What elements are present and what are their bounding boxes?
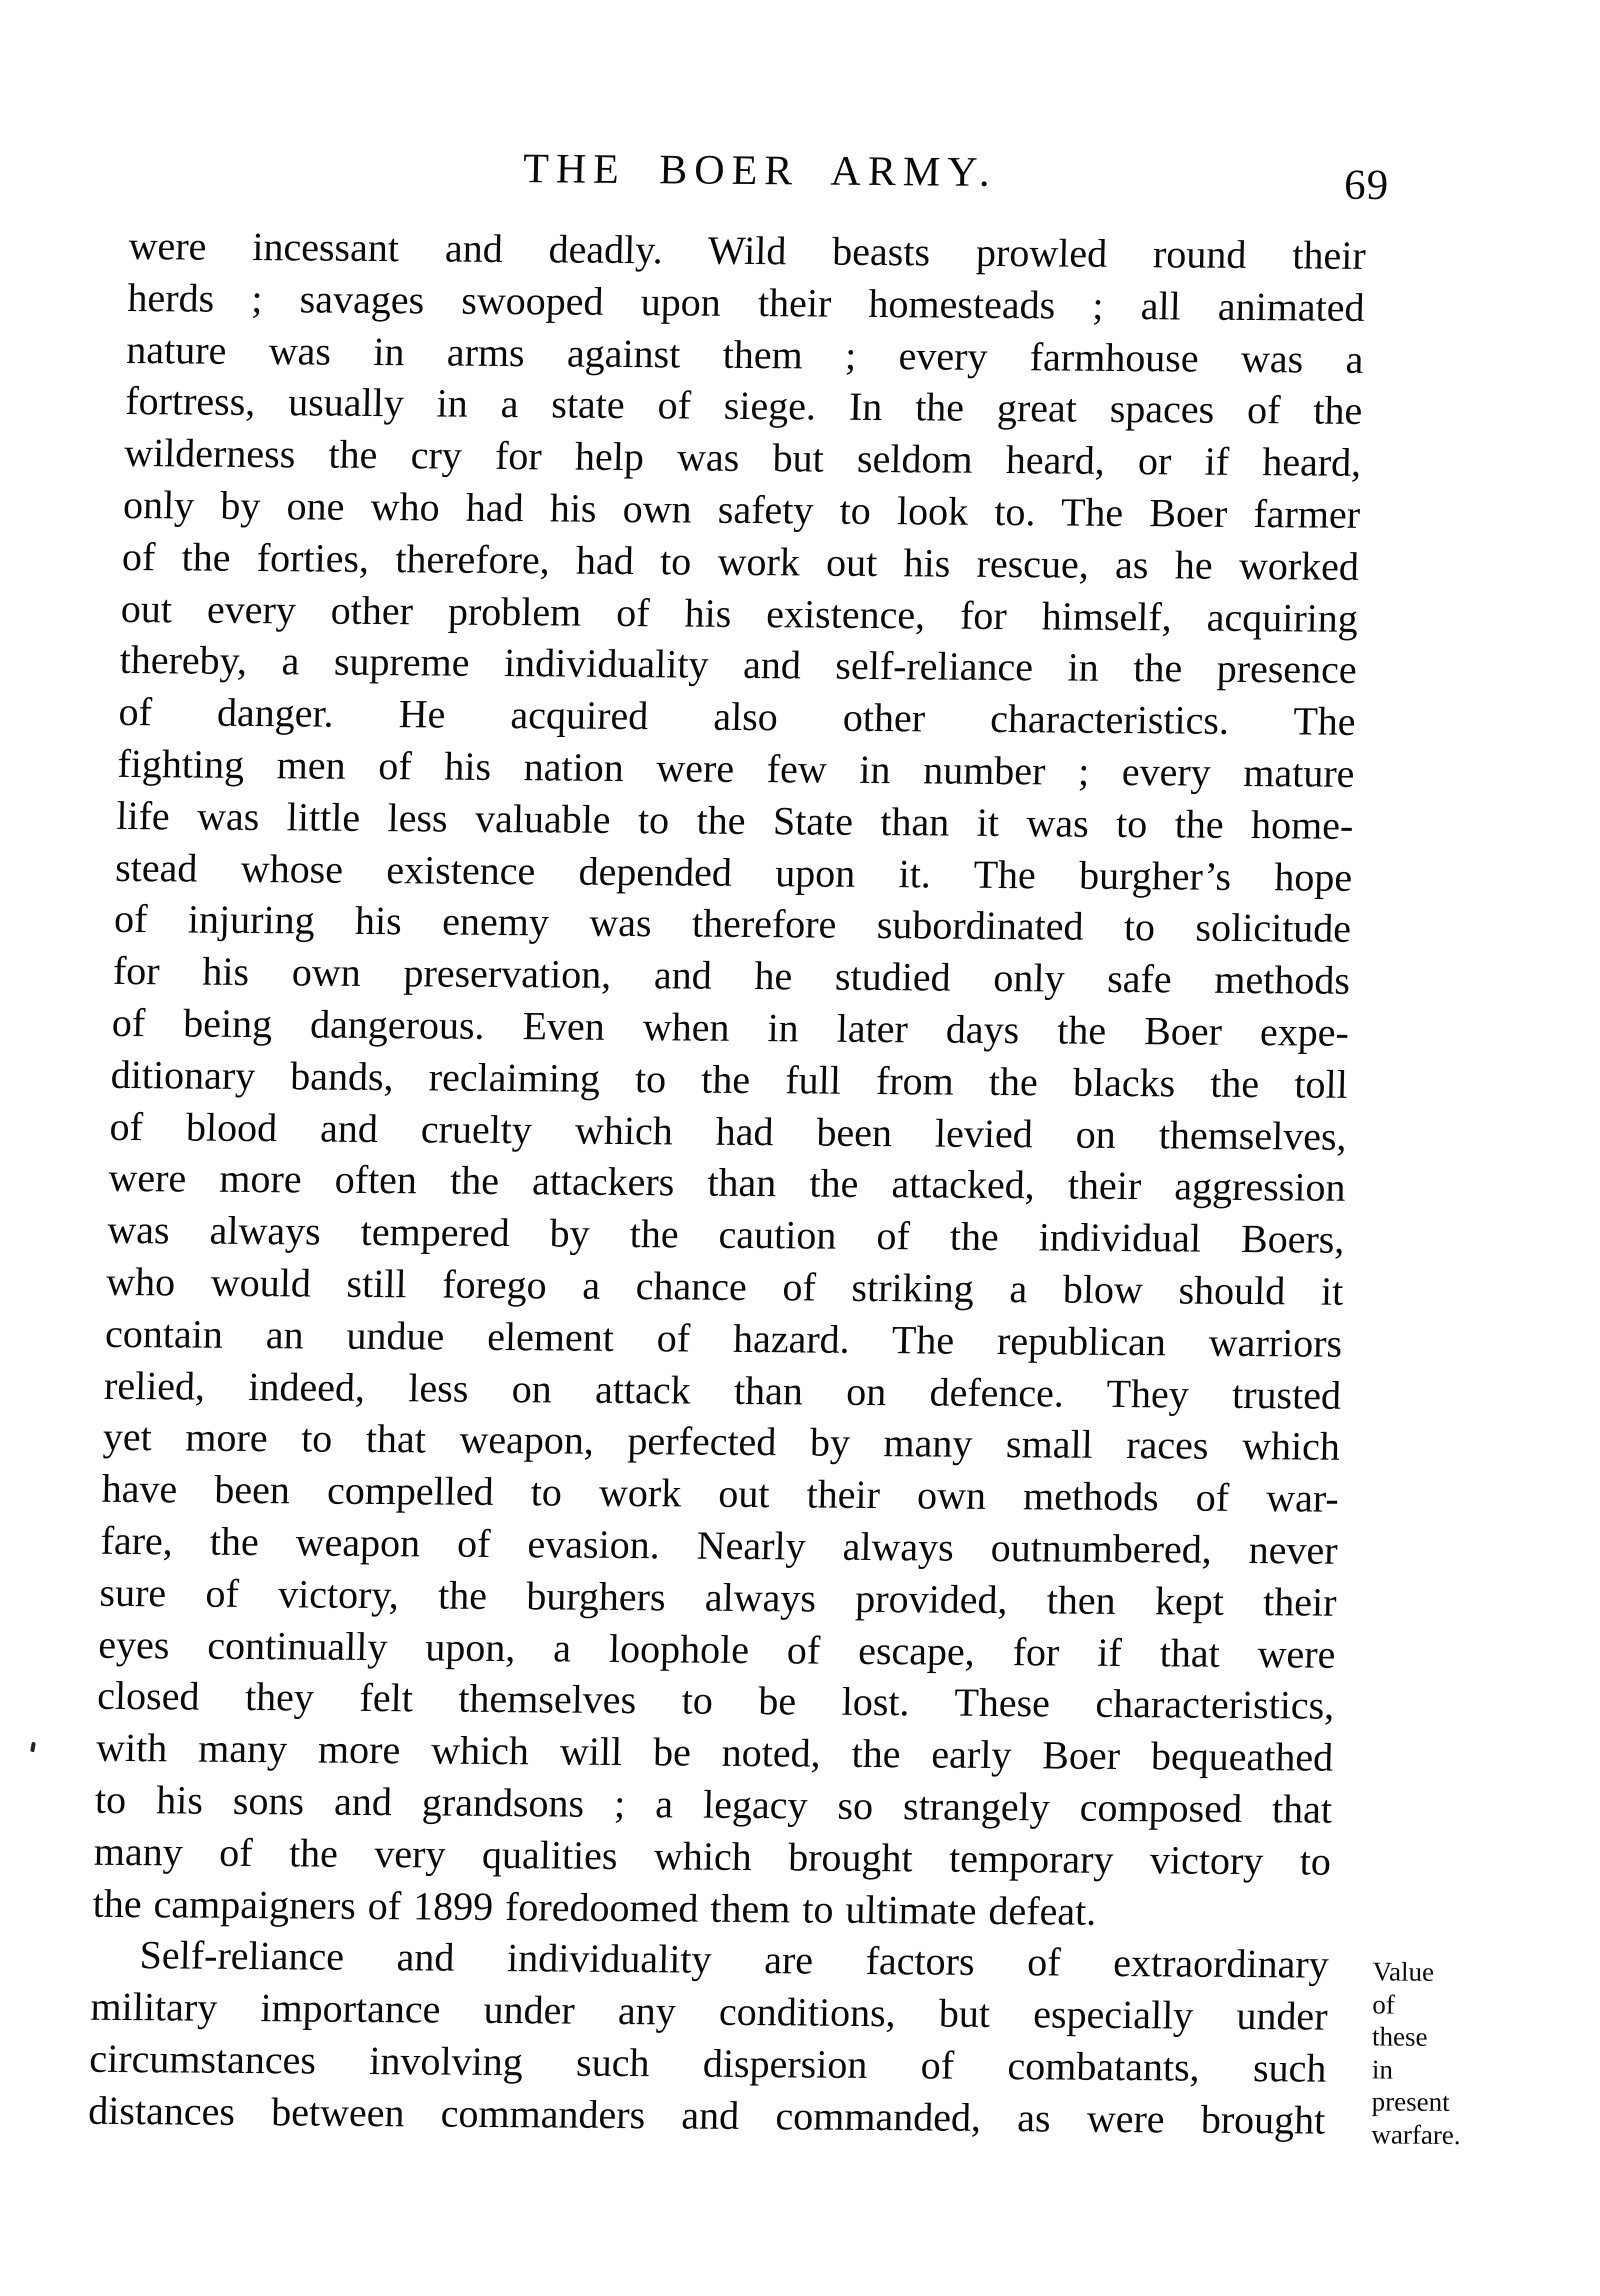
- text-line: closed they felt themselves to be lost. These characteristics,: [96, 1673, 1335, 1729]
- text-line: the campaigners of 1899 foredoomed them to ultimate defeat.: [92, 1880, 1097, 1934]
- body-text: [88, 220, 1366, 2146]
- text-line: of being dangerous. Even when in later days the Boer expe-: [111, 999, 1350, 1055]
- text-line: with many more which will be noted, the early Boer bequeathed: [95, 1724, 1334, 1780]
- text-line: many of the very qualities which brought temporary victory to: [93, 1828, 1332, 1884]
- text-line: ditionary bands, reclaiming to the full from the blacks the toll: [110, 1051, 1349, 1107]
- text-line: were more often the attackers than the attacked, their aggression: [108, 1155, 1346, 1211]
- paragraph-2: [88, 1929, 1329, 2146]
- text-line: distances between commanders and commanded, as were brought: [87, 2087, 1326, 2143]
- text-line: military importance under any conditions, but especially under: [90, 1983, 1329, 2039]
- text-line: eyes continually upon, a loophole of escape, for if that were: [97, 1621, 1336, 1677]
- margin-note-line: present: [1371, 2086, 1450, 2117]
- text-line: life was little less valuable to the State than it was to the home-: [115, 792, 1354, 848]
- ink-speck: [30, 1742, 36, 1753]
- margin-note-line: Value: [1372, 1956, 1435, 1987]
- margin-note-line: in: [1371, 2053, 1394, 2085]
- text-line: have been compelled to work out their own methods of war-: [101, 1465, 1340, 1521]
- text-line: relied, indeed, less on attack than on defence. They trusted: [103, 1362, 1342, 1418]
- text-line: out every other problem of his existence, for himself, acquiring: [120, 585, 1359, 641]
- margin-note-line: warfare.: [1371, 2118, 1461, 2150]
- text-line: sure of victory, the burghers always provided, then kept their: [99, 1569, 1338, 1625]
- text-line: only by one who had his own safety to look to. The Boer farmer: [122, 481, 1361, 537]
- text-line: circumstances involving such dispersion of combatants, such: [88, 2035, 1327, 2091]
- scanned-text-block: [84, 0, 1390, 2296]
- page-number: 69: [1343, 161, 1390, 210]
- text-line: of injuring his enemy was therefore subordinated to solicitude: [113, 896, 1352, 952]
- paragraph-1: [92, 220, 1366, 1939]
- text-line: Self-reliance and individuality are factors of extraordinary: [139, 1932, 1330, 1987]
- text-line: were incessant and deadly. Wild beasts prowled round their: [128, 222, 1367, 278]
- page-header-title: THE BOER ARMY.: [522, 146, 998, 196]
- text-line: of the forties, therefore, had to work out his rescue, as he worked: [121, 533, 1360, 589]
- text-line: fare, the weapon of evasion. Nearly always outnumbered, never: [100, 1517, 1339, 1573]
- text-line: who would still forego a chance of striking a blow should it: [105, 1258, 1344, 1314]
- text-line: was always tempered by the caution of the individual Boers,: [106, 1206, 1345, 1262]
- margin-note-line: of: [1372, 1988, 1395, 2020]
- text-line: stead whose existence depended upon it. The burgher’s hope: [114, 844, 1353, 900]
- text-line: contain an undue element of hazard. The republican warriors: [104, 1310, 1343, 1366]
- text-line: fortress, usually in a state of siege. In the great spaces of the: [124, 378, 1363, 434]
- text-line: wilderness the cry for help was but seldom heard, or if heard,: [123, 430, 1362, 486]
- text-line: fighting men of his nation were few in number ; every mature: [117, 740, 1355, 796]
- margin-note: [1371, 1955, 1542, 2151]
- text-line: thereby, a supreme individuality and self-reliance in the presence: [119, 637, 1358, 693]
- text-line: nature was in arms against them ; every farmhouse was a: [125, 326, 1364, 382]
- text-line: of blood and cruelty which had been levied on themselves,: [109, 1103, 1348, 1159]
- margin-note-line: these: [1372, 2021, 1428, 2052]
- text-line: to his sons and grandsons ; a legacy so strangely composed that: [94, 1776, 1333, 1832]
- text-line: yet more to that weapon, perfected by many small races which: [102, 1414, 1341, 1470]
- text-line: for his own preservation, and he studied only safe methods: [112, 948, 1351, 1003]
- text-line: herds ; savages swooped upon their homesteads ; all animated: [127, 274, 1366, 330]
- text-line: of danger. He acquired also other characteristics. The: [118, 689, 1357, 745]
